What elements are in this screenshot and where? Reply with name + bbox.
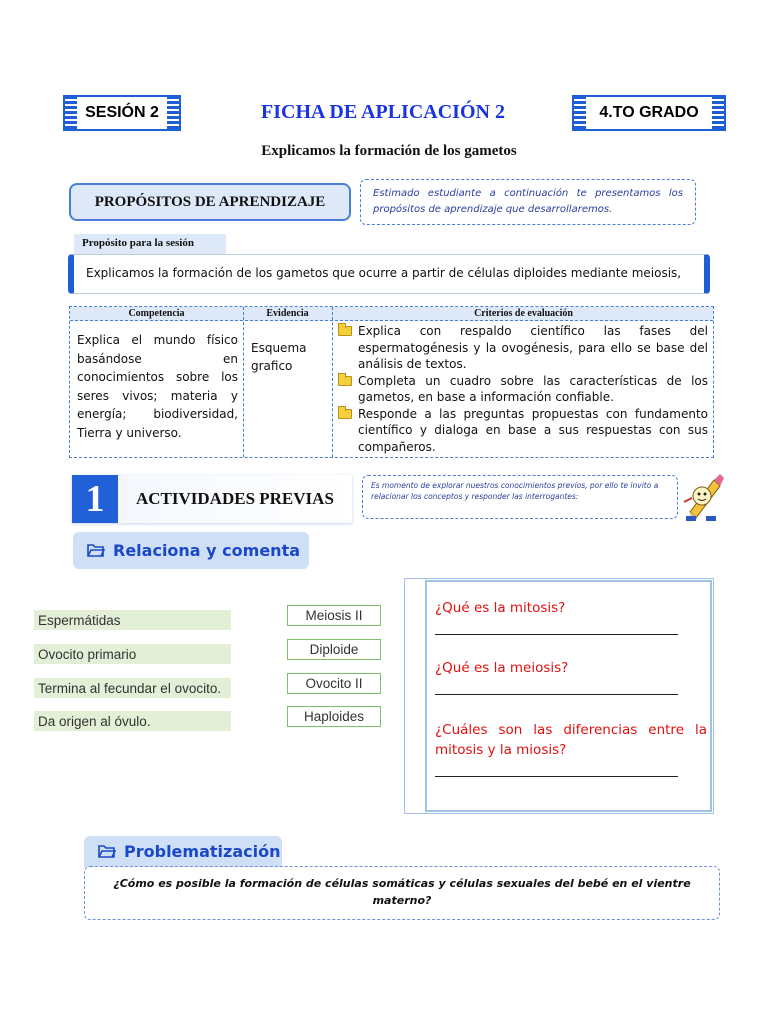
activity-title: ACTIVIDADES PREVIAS xyxy=(136,489,334,508)
pencil-mascot-icon xyxy=(680,472,724,524)
criterio-text: Explica con respaldo científico las fases del espermatogénesis y la ovogénesis, para ello se base del análisis de textos. xyxy=(358,324,708,371)
folder-icon xyxy=(338,376,352,386)
question-text: ¿Qué es la meiosis? xyxy=(435,660,569,676)
answer-line[interactable] xyxy=(435,776,678,777)
session-badge xyxy=(63,95,181,131)
folder-icon xyxy=(338,409,352,419)
session-label: SESIÓN 2 xyxy=(85,104,159,121)
right-term: Diploide xyxy=(287,639,381,660)
evidencia-cell: Esquema grafico xyxy=(251,341,307,373)
problem-label xyxy=(84,836,282,867)
activity-number: 1 xyxy=(72,475,118,523)
criterio-item xyxy=(338,323,708,373)
criterio-text: Responde a las preguntas propuestas con fundamento científico y dialoga en base a sus respuestas con sus compañeros. xyxy=(358,406,708,454)
right-term: Haploides xyxy=(287,706,381,727)
left-term: Espermátidas xyxy=(34,610,231,630)
table-divider xyxy=(243,307,244,457)
relate-label xyxy=(73,532,309,569)
folder-icon xyxy=(338,326,352,336)
left-term: Da origen al óvulo. xyxy=(34,711,231,731)
criteria-table-header xyxy=(70,307,713,321)
answer-line[interactable] xyxy=(435,694,678,695)
purposes-heading: PROPÓSITOS DE APRENDIZAJE xyxy=(69,183,351,221)
left-term: Termina al fecundar el ovocito. xyxy=(34,678,231,698)
page-subtitle: Explicamos la formación de los gametos xyxy=(261,143,517,159)
activity-heading xyxy=(72,475,352,523)
grade-label: 4.TO GRADO xyxy=(599,104,699,121)
activity-note: Es momento de explorar nuestros conocimientos previos, por ello te invito a relacionar los conceptos y responder las interrogantes: xyxy=(362,475,678,519)
right-term: Meiosis II xyxy=(287,605,381,626)
table-divider xyxy=(332,307,333,457)
question-text: ¿Qué es la mitosis? xyxy=(435,600,566,616)
header-criterios: Criterios de evaluación xyxy=(474,308,573,319)
purposes-note: Estimado estudiante a continuación te presentamos los propósitos de aprendizaje que desarrollaremos. xyxy=(360,179,696,225)
criteria-table xyxy=(69,306,714,458)
questions-box xyxy=(425,580,712,812)
folder-open-icon xyxy=(87,543,105,558)
problem-question: ¿Cómo es posible la formación de células somáticas y células sexuales del bebé en el vientre materno? xyxy=(84,866,720,920)
criterio-text: Completa un cuadro sobre las características de los gametos, en base a información confiable. xyxy=(358,373,708,404)
problem-label-text: Problematización xyxy=(124,842,281,861)
session-purpose-text: Explicamos la formación de los gametos que ocurre a partir de células diploides mediante meiosis, xyxy=(68,254,710,294)
page-title: FICHA DE APLICACIÓN 2 xyxy=(261,101,505,123)
relate-label-text: Relaciona y comenta xyxy=(113,541,301,560)
left-term: Ovocito primario xyxy=(34,644,231,664)
question-text: ¿Cuáles son las diferencias entre la mitosis y la miosis? xyxy=(435,722,707,758)
grade-badge xyxy=(572,95,726,131)
header-evidencia: Evidencia xyxy=(266,308,309,319)
criterio-item xyxy=(338,373,708,406)
folder-open-icon xyxy=(98,844,116,859)
criterio-item xyxy=(338,406,708,456)
criterios-cell xyxy=(338,323,708,455)
right-term: Ovocito II xyxy=(287,673,381,694)
session-purpose-label: Propósito para la sesión xyxy=(74,234,226,254)
competencia-cell: Explica el mundo físico basándose en conocimientos sobre los seres vivos; materia y energía; biodiversidad, Tierra y universo. xyxy=(77,333,238,440)
answer-line[interactable] xyxy=(435,634,678,635)
header-competencia: Competencia xyxy=(128,308,185,319)
